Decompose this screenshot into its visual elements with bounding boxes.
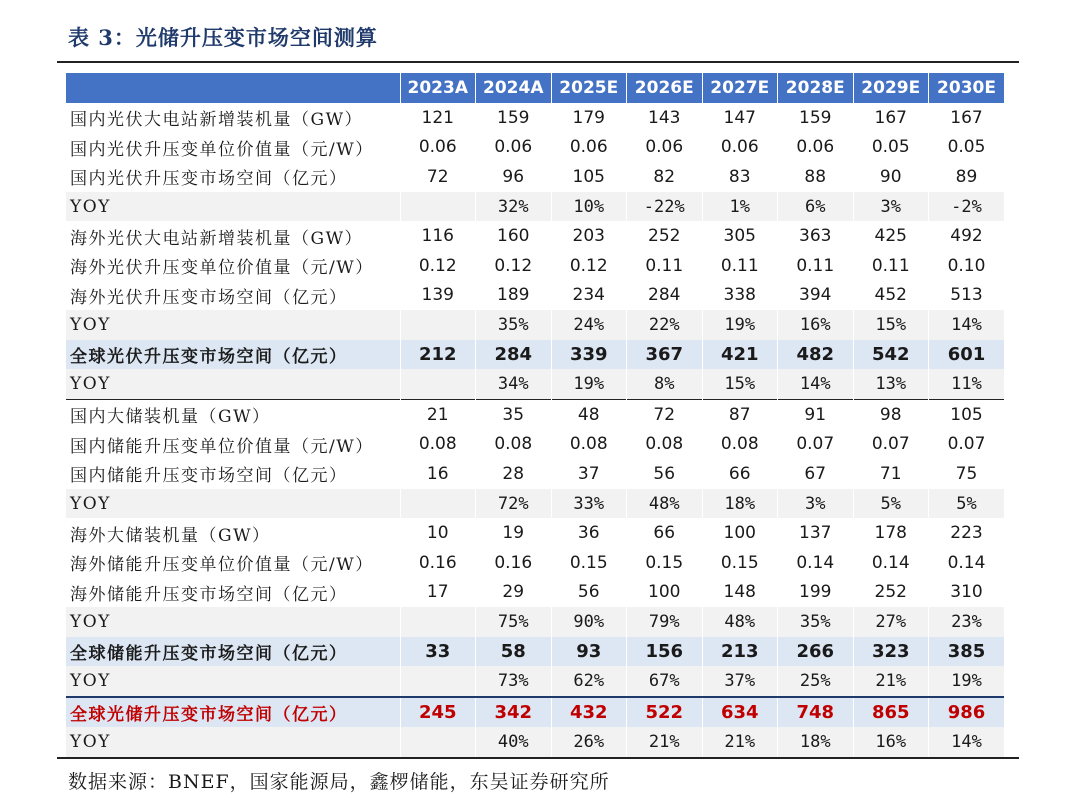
table-cell: 71 xyxy=(853,459,929,489)
table-cell: -22% xyxy=(627,192,703,222)
header-cell-year: 2030E xyxy=(929,73,1005,103)
table-cell: 0.06 xyxy=(400,133,476,163)
table-cell: 40% xyxy=(476,727,552,757)
table-cell: 0.06 xyxy=(476,133,552,163)
table-cell: 19 xyxy=(476,518,552,548)
table-cell: 48% xyxy=(627,489,703,519)
row-label: 国内光伏升压变市场空间（亿元） xyxy=(66,162,400,192)
table-cell: 14% xyxy=(778,369,854,399)
table-cell: 0.14 xyxy=(853,548,929,578)
table-cell: 159 xyxy=(476,103,552,133)
table-cell: 139 xyxy=(400,281,476,311)
table-cell: 35 xyxy=(476,399,552,429)
table-cell: 19% xyxy=(551,369,627,399)
table-cell: 37 xyxy=(551,459,627,489)
table-cell: 18% xyxy=(702,489,778,519)
table-cell: 452 xyxy=(853,281,929,311)
table-cell: 0.16 xyxy=(476,548,552,578)
table-cell: 385 xyxy=(929,637,1005,667)
row-label: 全球储能升压变市场空间（亿元） xyxy=(66,637,400,667)
table-cell: 0.12 xyxy=(551,251,627,281)
table-row xyxy=(66,251,1004,281)
table-cell: 5% xyxy=(929,489,1005,519)
table-cell: 82 xyxy=(627,162,703,192)
source-divider xyxy=(57,757,1019,759)
table-cell: -2% xyxy=(929,192,1005,222)
table-cell: 21% xyxy=(853,666,929,697)
table-cell: 601 xyxy=(929,340,1005,370)
table-cell: 116 xyxy=(400,221,476,251)
table-cell: 0.14 xyxy=(778,548,854,578)
table-cell: 21 xyxy=(400,399,476,429)
yoy-row xyxy=(66,192,1004,222)
table-cell: 234 xyxy=(551,281,627,311)
table-cell: 96 xyxy=(476,162,552,192)
table-cell: 0.11 xyxy=(853,251,929,281)
table-cell: 23% xyxy=(929,607,1005,637)
yoy-row xyxy=(66,727,1004,757)
table-cell: 11% xyxy=(929,369,1005,399)
table-cell: 8% xyxy=(627,369,703,399)
table-cell: 58 xyxy=(476,637,552,667)
yoy-row xyxy=(66,666,1004,697)
data-source-note: 数据来源：BNEF，国家能源局，鑫椤储能，东吴证券研究所 xyxy=(68,771,610,793)
table-cell: 252 xyxy=(853,578,929,608)
row-label: YOY xyxy=(66,369,400,399)
table-cell: 26% xyxy=(551,727,627,757)
table-cell: 0.08 xyxy=(476,430,552,460)
table-cell: 137 xyxy=(778,518,854,548)
table-cell: 513 xyxy=(929,281,1005,311)
row-label: 海外光伏升压变单位价值量（元/W） xyxy=(66,251,400,281)
table-cell: 1% xyxy=(702,192,778,222)
row-label: 海外光伏大电站新增装机量（GW） xyxy=(66,221,400,251)
table-cell: 421 xyxy=(702,340,778,370)
caption-divider xyxy=(57,61,1019,63)
table-cell: 5% xyxy=(853,489,929,519)
table-cell xyxy=(400,310,476,340)
table-cell: 252 xyxy=(627,221,703,251)
table-cell: 35% xyxy=(476,310,552,340)
table-cell: 425 xyxy=(853,221,929,251)
table-cell: 32% xyxy=(476,192,552,222)
grand-total-row xyxy=(66,697,1004,728)
table-cell: 72% xyxy=(476,489,552,519)
table-cell: 19% xyxy=(702,310,778,340)
header-cell-year: 2027E xyxy=(702,73,778,103)
table-cell: 482 xyxy=(778,340,854,370)
table-cell: 62% xyxy=(551,666,627,697)
table-cell: 28 xyxy=(476,459,552,489)
table-cell: 179 xyxy=(551,103,627,133)
table-cell: 89 xyxy=(929,162,1005,192)
table-cell: 34% xyxy=(476,369,552,399)
table-cell: 0.15 xyxy=(702,548,778,578)
row-label: 海外大储装机量（GW） xyxy=(66,518,400,548)
table-cell: 634 xyxy=(702,697,778,728)
row-label: 全球光伏升压变市场空间（亿元） xyxy=(66,340,400,370)
row-label: 国内储能升压变市场空间（亿元） xyxy=(66,459,400,489)
table-cell: 223 xyxy=(929,518,1005,548)
table-cell: 16% xyxy=(853,727,929,757)
subtotal-row xyxy=(66,637,1004,667)
header-cell-year: 2026E xyxy=(627,73,703,103)
table-cell: 0.12 xyxy=(476,251,552,281)
table-cell: 0.07 xyxy=(778,430,854,460)
table-cell: 147 xyxy=(702,103,778,133)
table-cell: 15% xyxy=(853,310,929,340)
table-cell: 167 xyxy=(853,103,929,133)
table-cell: 203 xyxy=(551,221,627,251)
table-cell: 33% xyxy=(551,489,627,519)
table-row xyxy=(66,430,1004,460)
table-row xyxy=(66,578,1004,608)
table-cell: 3% xyxy=(853,192,929,222)
table-cell: 66 xyxy=(627,518,703,548)
table-cell: 36 xyxy=(551,518,627,548)
table-cell: 865 xyxy=(853,697,929,728)
table-cell: 339 xyxy=(551,340,627,370)
table-cell: 21% xyxy=(627,727,703,757)
row-label: YOY xyxy=(66,310,400,340)
table-cell: 15% xyxy=(702,369,778,399)
table-cell: 37% xyxy=(702,666,778,697)
table-cell: 160 xyxy=(476,221,552,251)
table-cell: 56 xyxy=(551,578,627,608)
table-cell: 199 xyxy=(778,578,854,608)
table-cell xyxy=(400,607,476,637)
table-cell: 323 xyxy=(853,637,929,667)
table-cell: 35% xyxy=(778,607,854,637)
table-cell: 17 xyxy=(400,578,476,608)
table-cell: 100 xyxy=(702,518,778,548)
header-cell-year: 2024A xyxy=(476,73,552,103)
row-label: 海外储能升压变市场空间（亿元） xyxy=(66,578,400,608)
table-header-row xyxy=(66,73,1004,103)
table-cell: 79% xyxy=(627,607,703,637)
row-label: 国内储能升压变单位价值量（元/W） xyxy=(66,430,400,460)
table-cell: 90% xyxy=(551,607,627,637)
table-cell: 245 xyxy=(400,697,476,728)
table-cell: 19% xyxy=(929,666,1005,697)
market-size-table-container xyxy=(66,73,1004,757)
table-cell: 14% xyxy=(929,727,1005,757)
table-cell: 0.05 xyxy=(929,133,1005,163)
row-label: 国内光伏升压变单位价值量（元/W） xyxy=(66,133,400,163)
market-size-table xyxy=(66,73,1004,757)
table-cell: 0.05 xyxy=(853,133,929,163)
subtotal-row xyxy=(66,340,1004,370)
yoy-row xyxy=(66,489,1004,519)
table-cell: 105 xyxy=(551,162,627,192)
header-cell-year: 2029E xyxy=(853,73,929,103)
row-label: YOY xyxy=(66,192,400,222)
row-label: 国内大储装机量（GW） xyxy=(66,399,400,429)
table-cell: 91 xyxy=(778,399,854,429)
table-cell: 0.07 xyxy=(853,430,929,460)
table-cell: 21% xyxy=(702,727,778,757)
table-cell: 48 xyxy=(551,399,627,429)
table-cell: 367 xyxy=(627,340,703,370)
table-cell: 75% xyxy=(476,607,552,637)
table-cell: 748 xyxy=(778,697,854,728)
table-cell: 156 xyxy=(627,637,703,667)
table-cell: 105 xyxy=(929,399,1005,429)
table-cell: 0.15 xyxy=(551,548,627,578)
table-cell: 121 xyxy=(400,103,476,133)
table-cell: 93 xyxy=(551,637,627,667)
table-row xyxy=(66,459,1004,489)
table-row xyxy=(66,281,1004,311)
table-cell: 3% xyxy=(778,489,854,519)
table-cell: 0.06 xyxy=(702,133,778,163)
table-cell: 310 xyxy=(929,578,1005,608)
row-label: 海外储能升压变单位价值量（元/W） xyxy=(66,548,400,578)
table-cell: 72 xyxy=(627,399,703,429)
table-cell: 0.08 xyxy=(702,430,778,460)
table-cell: 0.11 xyxy=(702,251,778,281)
table-cell: 18% xyxy=(778,727,854,757)
table-cell: 0.12 xyxy=(400,251,476,281)
table-cell: 159 xyxy=(778,103,854,133)
table-cell: 90 xyxy=(853,162,929,192)
table-cell: 0.08 xyxy=(400,430,476,460)
table-cell xyxy=(400,666,476,697)
table-cell: 75 xyxy=(929,459,1005,489)
table-cell: 284 xyxy=(476,340,552,370)
table-cell: 0.08 xyxy=(627,430,703,460)
row-label: 全球光储升压变市场空间（亿元） xyxy=(66,697,400,728)
table-cell: 14% xyxy=(929,310,1005,340)
table-cell: 0.11 xyxy=(778,251,854,281)
table-cell: 167 xyxy=(929,103,1005,133)
table-row xyxy=(66,162,1004,192)
table-cell: 0.15 xyxy=(627,548,703,578)
table-cell: 67 xyxy=(778,459,854,489)
table-cell xyxy=(400,192,476,222)
table-cell: 148 xyxy=(702,578,778,608)
table-cell: 73% xyxy=(476,666,552,697)
table-cell: 342 xyxy=(476,697,552,728)
table-cell: 0.10 xyxy=(929,251,1005,281)
table-row xyxy=(66,399,1004,429)
header-cell-year: 2023A xyxy=(400,73,476,103)
table-cell: 0.11 xyxy=(627,251,703,281)
table-cell: 305 xyxy=(702,221,778,251)
table-cell: 67% xyxy=(627,666,703,697)
table-cell: 83 xyxy=(702,162,778,192)
table-cell: 143 xyxy=(627,103,703,133)
table-cell: 0.06 xyxy=(627,133,703,163)
table-cell xyxy=(400,369,476,399)
table-cell: 432 xyxy=(551,697,627,728)
table-caption: 表 3：光储升压变市场空间测算 xyxy=(68,25,378,50)
row-label: YOY xyxy=(66,666,400,697)
table-cell: 986 xyxy=(929,697,1005,728)
table-cell: 0.14 xyxy=(929,548,1005,578)
table-cell: 66 xyxy=(702,459,778,489)
table-cell: 178 xyxy=(853,518,929,548)
table-cell xyxy=(400,727,476,757)
table-cell: 16% xyxy=(778,310,854,340)
table-cell: 6% xyxy=(778,192,854,222)
table-row xyxy=(66,548,1004,578)
table-cell: 29 xyxy=(476,578,552,608)
table-cell: 33 xyxy=(400,637,476,667)
row-label: 海外光伏升压变市场空间（亿元） xyxy=(66,281,400,311)
table-cell: 0.07 xyxy=(929,430,1005,460)
table-cell: 492 xyxy=(929,221,1005,251)
table-cell: 0.08 xyxy=(551,430,627,460)
table-cell: 10 xyxy=(400,518,476,548)
header-cell-year: 2025E xyxy=(551,73,627,103)
yoy-row xyxy=(66,310,1004,340)
table-cell: 212 xyxy=(400,340,476,370)
table-cell: 522 xyxy=(627,697,703,728)
table-cell: 266 xyxy=(778,637,854,667)
table-row xyxy=(66,221,1004,251)
table-cell: 48% xyxy=(702,607,778,637)
table-cell: 13% xyxy=(853,369,929,399)
table-cell: 189 xyxy=(476,281,552,311)
table-cell: 394 xyxy=(778,281,854,311)
table-cell: 16 xyxy=(400,459,476,489)
table-cell: 27% xyxy=(853,607,929,637)
table-row xyxy=(66,103,1004,133)
table-cell: 213 xyxy=(702,637,778,667)
table-cell: 363 xyxy=(778,221,854,251)
table-cell: 10% xyxy=(551,192,627,222)
yoy-row xyxy=(66,607,1004,637)
table-cell: 0.06 xyxy=(778,133,854,163)
table-cell: 24% xyxy=(551,310,627,340)
table-cell: 542 xyxy=(853,340,929,370)
table-cell: 56 xyxy=(627,459,703,489)
table-body xyxy=(66,103,1004,757)
header-cell-year: 2028E xyxy=(778,73,854,103)
row-label: 国内光伏大电站新增装机量（GW） xyxy=(66,103,400,133)
row-label: YOY xyxy=(66,489,400,519)
row-label: YOY xyxy=(66,727,400,757)
table-cell: 72 xyxy=(400,162,476,192)
table-row xyxy=(66,133,1004,163)
table-cell: 0.06 xyxy=(551,133,627,163)
table-cell: 98 xyxy=(853,399,929,429)
table-cell: 0.16 xyxy=(400,548,476,578)
header-cell-label xyxy=(66,73,400,103)
table-cell: 88 xyxy=(778,162,854,192)
yoy-row xyxy=(66,369,1004,399)
table-cell: 22% xyxy=(627,310,703,340)
table-cell: 338 xyxy=(702,281,778,311)
row-label: YOY xyxy=(66,607,400,637)
table-cell: 100 xyxy=(627,578,703,608)
table-cell: 284 xyxy=(627,281,703,311)
table-row xyxy=(66,518,1004,548)
table-cell: 25% xyxy=(778,666,854,697)
table-cell xyxy=(400,489,476,519)
table-cell: 87 xyxy=(702,399,778,429)
